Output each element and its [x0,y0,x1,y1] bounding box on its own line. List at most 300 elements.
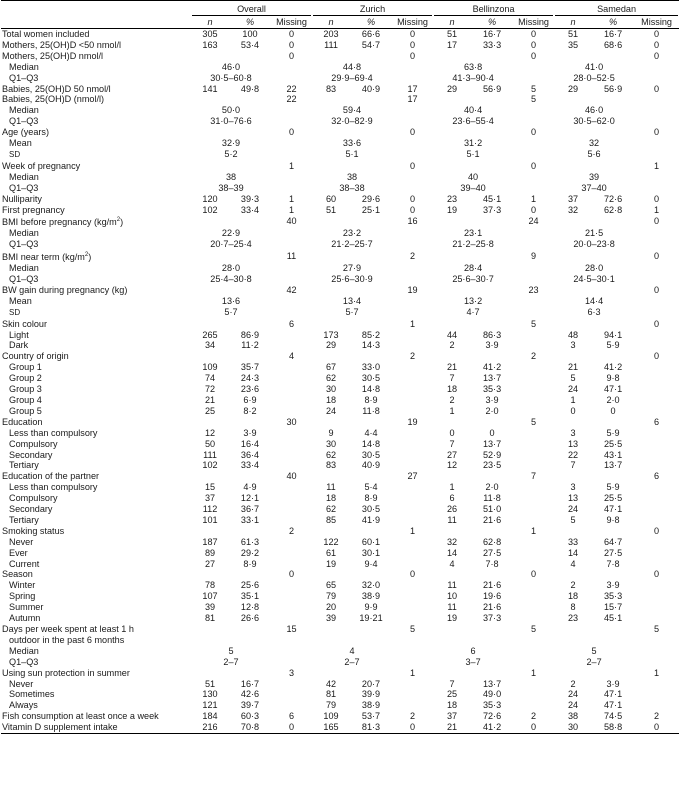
cell-empty [433,624,513,635]
row-label-text: Group 5 [9,405,42,416]
cell-missing [513,450,554,461]
cell-percent: 62·8 [482,536,502,547]
cell-percent: 49·8 [240,83,260,94]
cell-missing [634,613,679,624]
cell-missing [634,330,679,341]
cell-percent: 33·4 [240,460,260,471]
cell-summary: 28·0 [221,263,241,274]
cell-n: 44 [446,329,458,340]
table-row [1,29,679,40]
row-label-text: Fish consumption at least once a week [2,711,159,722]
cell-summary: 41·3–90·4 [452,72,494,83]
cell-n: 14 [567,547,579,558]
cell-n: 18 [446,384,458,395]
cell-percent: 12·8 [240,602,260,613]
cell-missing [271,373,312,384]
table-row [1,482,679,493]
cell-missing: 5 [410,624,416,634]
cell-missing [513,482,554,493]
cell-missing [271,700,312,711]
cell-percent: 39·7 [240,700,260,711]
label-header-blank [1,1,191,17]
table-row [1,428,679,439]
cell-empty [554,569,634,580]
group-label: Bellinzona [434,3,553,16]
cell-n: 8 [570,602,576,613]
row-label [1,362,191,373]
cell-summary: 25·6–30·9 [331,274,373,284]
cell-empty [312,569,392,580]
cell-missing [513,373,554,384]
cell-percent: 41·2 [603,362,623,373]
cell-summary: 39 [588,171,600,182]
cell-n: 30 [554,722,592,733]
cell-n: 32 [567,204,579,215]
row-label [1,471,191,482]
cell-missing: 1 [654,667,660,678]
cell-missing: 0 [634,722,679,733]
cell-missing [513,537,554,548]
cell-missing: 5 [531,83,537,94]
cell-n: 29 [325,340,337,351]
table-row [1,62,679,73]
cell-empty [191,471,271,482]
cell-n: 305 [202,29,218,39]
cell-n: 7 [449,438,455,449]
cell-percent: 100 [242,29,258,39]
row-label [1,161,191,172]
cell-empty [634,73,679,84]
cell-missing: 23 [528,284,539,295]
cell-percent: 3·9 [606,678,620,689]
cell-missing [392,330,433,341]
cell-percent: 52·9 [482,449,502,460]
cell-missing [634,428,679,439]
cell-n: 265 [202,329,218,340]
cell-summary: 37–40 [581,182,607,193]
cell-summary: 20·0–23·8 [573,239,615,250]
cell-n: 20 [325,602,337,613]
row-label-text: Median [9,645,39,656]
cell-empty [191,668,271,679]
cell-percent: 30·5 [361,373,381,384]
cell-summary: 5 [228,645,234,656]
cell-percent: 2·0 [485,482,499,493]
row-label [1,613,191,624]
row-label [1,149,191,161]
cell-percent: 47·1 [603,700,623,711]
cell-missing [634,493,679,504]
cell-missing [513,613,554,624]
cell-missing: 1 [531,193,537,204]
cell-percent: 19·21 [359,613,383,624]
cell-percent: 56·9 [603,83,623,94]
cell-n: 17 [446,39,458,50]
cell-n: 2 [449,340,455,351]
row-label-text: Dark [9,340,29,351]
cell-missing: 0 [531,50,537,61]
cell-percent: 35·7 [240,362,260,373]
cell-empty [634,274,679,285]
sub-header-n: n [207,17,213,27]
cell-n: 33 [567,536,579,547]
cell-percent: 19·6 [482,591,502,602]
cell-missing [392,493,433,504]
row-label [1,215,191,228]
cell-missing: 42 [286,284,297,295]
row-label [1,228,191,239]
cell-percent: 13·7 [482,678,502,689]
row-label-text: Spring [9,591,36,602]
table-row [1,493,679,504]
cell-missing [513,384,554,395]
cell-missing: 0 [654,525,660,536]
cell-percent: 40·9 [361,83,381,94]
cell-missing: 6 [654,416,660,427]
table-row [1,307,679,319]
cell-percent: 42·6 [240,689,260,700]
cell-missing [392,559,433,570]
row-label-text: Days per week spent at least 1 h [2,624,134,634]
cell-percent: 45·1 [482,193,502,204]
cell-summary: 32·0–82·9 [331,116,373,127]
cell-percent: 39·3 [240,193,260,204]
cell-empty [191,624,271,635]
cell-percent: 16·7 [603,29,623,39]
cell-missing [513,689,554,700]
cell-empty [433,668,513,679]
cell-missing: 0 [654,351,660,362]
table-row [1,395,679,406]
row-label-text: Using sun protection in summer [2,667,130,678]
cell-missing: 1 [288,193,295,204]
cell-empty [312,250,392,263]
cell-summary: 32·9 [221,138,241,149]
cell-n: 107 [202,591,218,602]
cell-empty [191,51,271,62]
cell-n: 62 [325,504,337,515]
cell-missing: 2 [531,711,537,722]
cell-percent: 13·7 [482,438,502,449]
cell-n: 74 [204,373,216,384]
cell-summary: 13·4 [342,295,362,306]
cell-percent: 37·3 [482,204,502,215]
cell-missing: 5 [654,624,660,634]
cell-empty [191,351,271,362]
cell-missing [271,482,312,493]
cell-empty [433,127,513,138]
cell-missing: 0 [531,39,537,50]
cell-percent: 29·2 [240,547,260,558]
cell-percent: 24·3 [240,373,260,384]
sub-header-missing: Missing [641,17,672,27]
row-label-text: Mean [9,295,32,306]
cell-n: 23 [446,193,458,204]
cell-summary: 31·2 [463,138,483,149]
table-row [1,526,679,537]
cell-missing [392,340,433,351]
row-label [1,711,191,722]
cell-percent: 11·8 [483,493,501,504]
cell-percent: 13·7 [482,373,502,384]
cell-missing [392,515,433,526]
row-label [1,340,191,351]
cell-empty [634,116,679,127]
cell-missing [634,450,679,461]
row-label [1,548,191,559]
cell-percent: 32·0 [361,580,381,591]
table-row [1,613,679,624]
table-row [1,105,679,116]
cell-percent: 27·5 [482,547,502,558]
group-header-samedan [554,1,679,17]
table-row [1,580,679,591]
cell-n: 30 [325,384,337,395]
cell-n: 0 [570,405,576,416]
cell-empty [634,657,679,668]
cell-percent: 16·7 [240,678,260,689]
cell-empty [433,526,513,537]
cell-percent: 62·8 [603,204,623,215]
cell-empty [271,62,312,73]
cell-missing [271,395,312,406]
cell-summary: 14·4 [584,295,604,306]
row-label-text: Autumn [9,613,41,624]
cell-missing [634,700,679,711]
cell-n: 11 [447,514,457,525]
cell-empty [513,228,554,239]
cell-missing: 0 [654,569,660,580]
cell-percent: 47·1 [603,504,623,515]
cell-empty [271,149,312,161]
cell-empty [513,274,554,285]
cell-empty [513,73,554,84]
row-label [1,406,191,417]
cell-missing: 0 [288,50,295,61]
table-row [1,569,679,580]
table-row [1,624,679,635]
cell-empty [392,183,433,194]
cell-percent: 9·8 [606,514,620,525]
cell-missing: 0 [410,204,416,215]
cell-missing: 0 [410,569,416,580]
cell-empty [433,417,513,428]
table-row [1,406,679,417]
cell-summary: 41·0 [584,61,604,72]
row-label [1,624,191,635]
cell-percent: 3·9 [243,427,257,438]
cell-missing [392,689,433,700]
cell-empty [191,127,271,138]
cell-missing: 0 [654,83,660,94]
cell-n: 79 [325,591,337,602]
cell-empty [554,161,634,172]
cell-empty [513,138,554,149]
cell-summary: 4 [349,645,355,656]
table-row [1,161,679,172]
row-label [1,94,191,105]
cell-percent: 41·2 [482,362,502,373]
cell-missing [634,439,679,450]
cell-empty [513,657,554,668]
cell-empty [554,668,634,679]
cell-empty [554,127,634,138]
table-row [1,228,679,239]
cell-missing: 5 [531,624,537,634]
cell-missing [271,559,312,570]
cell-summary: 22·9 [221,228,241,239]
cell-n: 13 [567,493,579,504]
cell-n: 18 [325,493,337,504]
cell-missing: 22 [286,94,297,105]
cell-missing [271,384,312,395]
cell-n: 2 [449,394,455,405]
cell-n: 1 [570,394,576,405]
cell-empty [554,94,634,105]
cell-percent: 3·9 [606,580,620,591]
row-label-text: BMI near term (kg/m [2,252,85,263]
cell-missing [513,493,554,504]
cell-percent: 72·6 [603,193,623,204]
cell-n: 37 [446,711,458,722]
cell-summary: 21·2–25·8 [452,239,494,250]
cell-empty [312,351,392,362]
cell-n: 22 [567,449,579,460]
cell-missing: 2 [410,711,416,722]
cell-n: 10 [446,591,458,602]
table-row [1,362,679,373]
sub-header-percent: % [245,17,255,27]
cell-percent: 21·6 [482,580,502,591]
cell-n: 32 [446,536,458,547]
cell-empty [312,471,392,482]
cell-missing [271,330,312,341]
cell-missing [392,362,433,373]
cell-summary: 6 [470,645,476,656]
cell-percent: 25·1 [361,204,381,215]
cell-summary: 40·4 [463,105,483,116]
cell-missing: 5 [531,416,537,427]
group-header-bellinzona [433,1,554,17]
cell-n: 24 [567,689,579,700]
cell-empty [312,635,433,646]
sub-header-row [1,16,679,29]
row-label [1,194,191,205]
cell-percent: 2·0 [606,394,620,405]
cell-percent: 35·3 [603,591,623,602]
cell-empty [554,215,634,228]
cell-missing [392,602,433,613]
cell-missing: 1 [531,667,537,678]
table-row [1,340,679,351]
cell-summary: 2–7 [223,656,239,667]
row-label-text: Season [2,569,33,580]
cell-missing: 1 [288,160,295,171]
cell-percent: 86·3 [482,329,502,340]
cell-percent: 6·9 [243,394,257,405]
cell-summary: 31·0–76·6 [210,116,252,127]
cell-empty [513,646,554,657]
cell-n: 81 [325,689,337,700]
cell-n: 24 [567,700,579,711]
cell-missing [392,548,433,559]
cell-missing: 0 [531,160,537,171]
cell-missing: 0 [288,29,295,39]
cell-percent: 33·1 [240,514,260,525]
cell-empty [513,172,554,183]
row-label [1,116,191,127]
cell-percent: 53·7 [361,711,381,722]
cell-missing: 9 [531,251,537,262]
cell-percent: 27·5 [603,547,623,558]
cell-missing [392,450,433,461]
cell-percent: 33·0 [361,362,381,373]
row-label-text: Sometimes [9,689,55,700]
cell-percent: 3·9 [485,340,499,351]
superscript: 2 [116,217,121,224]
cell-percent: 37·3 [482,613,502,624]
cell-summary: 20·7–25·4 [210,239,252,250]
cell-missing: 1 [410,667,416,678]
row-label-text: Q1–Q3 [9,72,39,83]
cell-missing: 0 [271,722,312,733]
cell-n: 29 [446,83,458,94]
cell-n: 21 [446,362,458,373]
cell-n: 102 [202,204,218,215]
cell-percent: 9·8 [606,373,620,384]
table-row [1,373,679,384]
cell-empty [634,228,679,239]
row-label-text: Ever [9,547,28,558]
cell-missing [513,428,554,439]
cell-summary: 13·6 [221,295,241,306]
cell-empty [433,285,513,296]
row-label-text: Education of the partner [2,471,100,482]
row-label-text: Compulsory [9,493,58,504]
cell-percent: 35·1 [240,591,260,602]
cell-missing [271,515,312,526]
cell-empty [392,646,433,657]
cell-n: 165 [312,722,350,733]
cell-missing [513,406,554,417]
row-label-text: SD [9,149,21,159]
cell-summary: 23·1 [463,228,483,239]
cell-percent: 94·1 [603,329,623,340]
cell-missing: 6 [654,471,660,482]
cell-summary: 28·0 [584,263,604,274]
row-label [1,62,191,73]
cell-missing: 1 [288,204,295,215]
cell-empty [312,215,392,228]
cell-empty [191,635,312,646]
cell-missing [513,700,554,711]
cell-missing: 2 [288,525,295,536]
cell-missing: 7 [531,471,537,482]
cell-empty [392,239,433,250]
row-label-text: Group 3 [9,384,42,395]
cell-percent: 47·1 [603,689,623,700]
cell-n: 30 [325,438,337,449]
cell-n: 25 [446,689,458,700]
cell-summary: 13·2 [463,295,483,306]
row-label [1,40,191,51]
cell-missing [634,406,679,417]
row-label-text: Group 1 [9,362,42,373]
cell-missing [392,395,433,406]
table-row [1,635,679,646]
cell-n: 216 [191,722,229,733]
cell-missing [392,504,433,515]
